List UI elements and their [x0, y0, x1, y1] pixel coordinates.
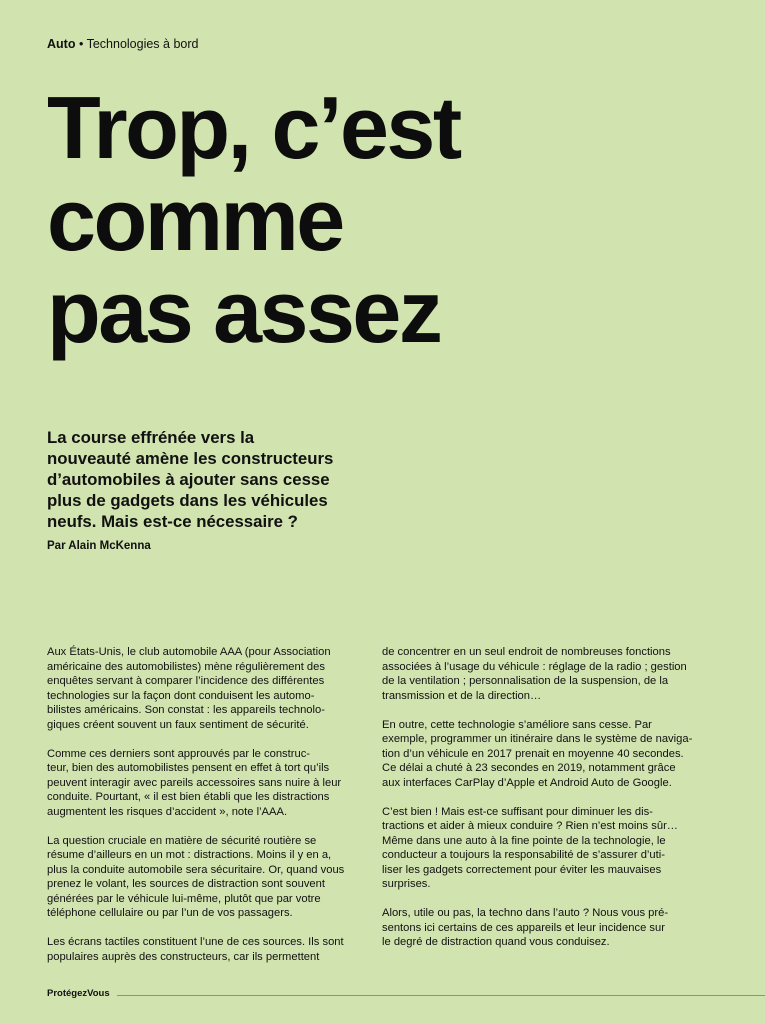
body-line: Alors, utile ou pas, la techno dans l’auto ? Nous vous pré-	[382, 907, 669, 919]
body-line: populaires auprès des constructeurs, car ils permettent	[47, 950, 320, 963]
body-line: Même dans une auto à la fine pointe de la technologie, le	[382, 834, 666, 847]
body-line: bilistes américains. Son constat : les appareils technolo-	[47, 704, 325, 716]
lede-line: neufs. Mais est-ce nécessaire ?	[47, 512, 298, 531]
body-paragraph	[47, 834, 357, 921]
lede-line: plus de gadgets dans les véhicules	[47, 491, 328, 510]
body-line: générées par le véhicule lui-même, plutôt que par votre	[47, 892, 321, 905]
body-line: transmission et de la direction…	[382, 689, 542, 702]
body-line: téléphone cellulaire ou par l’un de vos passagers.	[47, 907, 293, 919]
rubric-bullet: •	[78, 37, 84, 51]
body-line: teur, bien des automobilistes pensent en effet à tort qu’ils	[47, 762, 330, 774]
section-rubric	[47, 36, 198, 52]
body-column-right	[382, 645, 692, 964]
body-line: Ce délai a chuté à 23 secondes en 2019, notamment grâce	[382, 762, 676, 774]
footer-rule	[117, 995, 765, 996]
body-line: technologies sur la façon dont conduisent les automo-	[47, 689, 315, 702]
body-line: sentons ici certains de ces appareils et leur incidence sur	[382, 921, 665, 934]
body-line: plus la conduite automobile sera sécuritaire. Or, quand vous	[47, 863, 345, 876]
body-paragraph	[47, 645, 357, 732]
body-line: associées à l’usage du véhicule : réglage de la radio ; gestion	[382, 660, 687, 673]
body-paragraph	[382, 805, 692, 892]
body-line: enquêtes servant à comparer l’incidence des différentes	[47, 675, 325, 687]
body-line: aux interfaces CarPlay d’Apple et Android Auto de Google.	[382, 776, 672, 789]
headline-line: pas assez	[47, 262, 441, 361]
lede-line: nouveauté amène les constructeurs	[47, 449, 334, 468]
body-line: En outre, cette technologie s’améliore sans cesse. Par	[382, 718, 652, 731]
lede-line: d’automobiles à ajouter sans cesse	[47, 470, 330, 489]
lede-line: La course effrénée vers la	[47, 428, 255, 447]
body-line: giques créent souvent un faux sentiment de sécurité.	[47, 718, 309, 731]
body-line: Aux États-Unis, le club automobile AAA (pour Association	[47, 646, 331, 658]
headline-line: comme	[47, 170, 343, 269]
body-line: américaine des automobilistes) mène régulièrement des	[47, 660, 325, 673]
article-headline	[47, 78, 460, 361]
body-line: conducteur a toujours la responsabilité de s’assurer d’uti-	[382, 849, 665, 861]
body-column-left	[47, 645, 357, 979]
body-paragraph	[382, 718, 692, 791]
body-line: le degré de distraction quand vous conduisez.	[382, 936, 610, 948]
body-line: tion d’un véhicule en 2017 prenait en moyenne 40 secondes.	[382, 747, 684, 760]
body-line: augmentent les risques d’accident », note l’AAA.	[47, 805, 288, 818]
body-paragraph	[47, 935, 357, 964]
body-paragraph	[47, 747, 357, 820]
body-line: peuvent interagir avec pareils accessoires sans nuire à leur	[47, 776, 342, 789]
body-line: de la ventilation ; personnalisation de la suspension, de la	[382, 675, 669, 687]
body-line: Les écrans tactiles constituent l’une de ces sources. Ils sont	[47, 936, 344, 948]
footer-brand: ProtégezVous	[47, 988, 110, 999]
body-line: prenez le volant, les sources de distraction sont souvent	[47, 878, 325, 890]
body-line: La question cruciale en matière de sécurité routière se	[47, 834, 317, 847]
body-line: Comme ces derniers sont approuvés par le construc-	[47, 747, 311, 760]
body-line: surprises.	[382, 878, 431, 890]
body-paragraph	[382, 645, 692, 703]
section-label: Auto	[47, 37, 76, 51]
body-line: conduite. Pourtant, « il est bien établi que les distractions	[47, 791, 330, 803]
topic-label: Technologies à bord	[86, 37, 199, 51]
byline: Par Alain McKenna	[47, 540, 151, 552]
headline-line: Trop, c’est	[47, 78, 460, 177]
body-line: liser les gadgets correctement pour éviter les mauvaises	[382, 863, 662, 876]
body-paragraph	[382, 906, 692, 950]
body-line: C’est bien ! Mais est-ce suffisant pour diminuer les dis-	[382, 805, 653, 818]
body-line: exemple, programmer un itinéraire dans le système de naviga-	[382, 733, 693, 745]
article-lede	[47, 427, 377, 532]
body-line: tractions et aider à mieux conduire ? Rien n’est moins sûr…	[382, 820, 678, 832]
body-line: de concentrer en un seul endroit de nombreuses fonctions	[382, 646, 671, 658]
body-line: résume d’ailleurs en un mot : distractions. Moins il y en a,	[47, 849, 332, 861]
